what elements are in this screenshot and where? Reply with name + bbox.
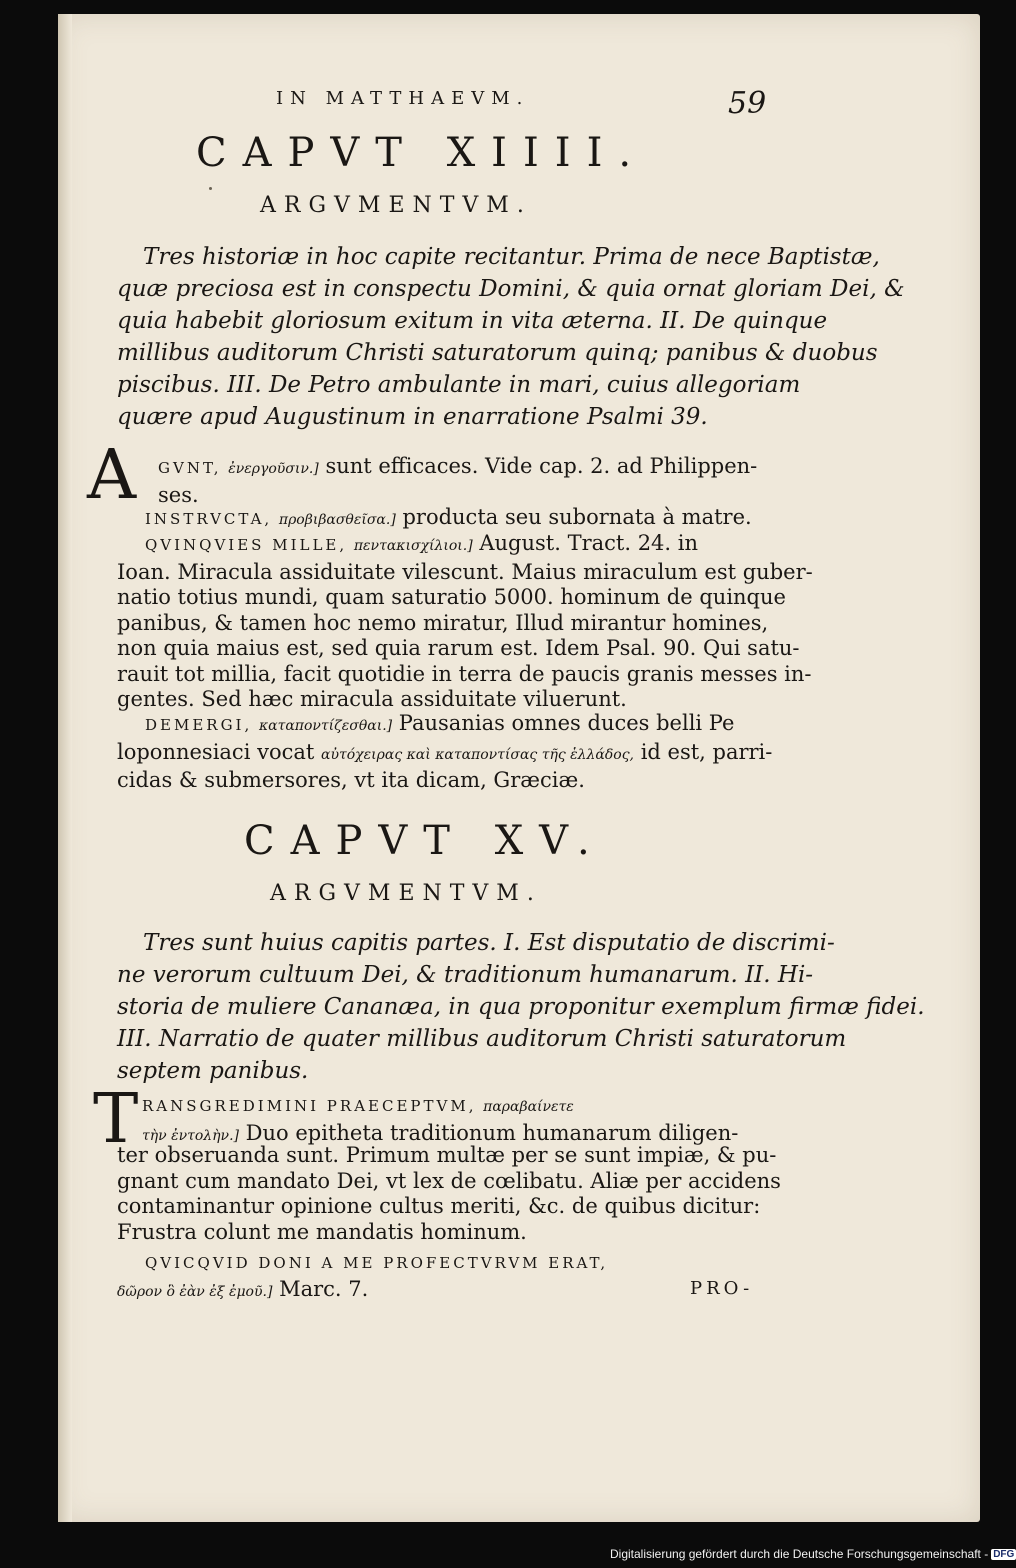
lemma: RANSGREDIMINI PRAECEPTVM, (142, 1097, 477, 1115)
note-text: id est, parri- (640, 739, 773, 764)
note-text: sunt efficaces. Vide cap. 2. ad Philippen- (325, 454, 758, 478)
running-title: IN MATTHAEVM. (276, 88, 530, 109)
greek-word: καταποντίζεσθαι.] (258, 718, 393, 734)
greek-word: τὴν ἐντολὴν.] (142, 1127, 239, 1144)
argument-line: piscibus. III. De Petro ambulante in mari, cuius allegoriam (117, 372, 801, 398)
note-quicquid (117, 1249, 608, 1305)
footer-text: Digitalisierung gefördert durch die Deutsche Forschungsgemeinschaft - (610, 1547, 989, 1561)
note-line: contaminantur opinione cultus meriti, &c. de quibus dicitur: (117, 1194, 761, 1218)
drop-cap-a: A (87, 436, 137, 515)
page-gutter (58, 14, 72, 1522)
greek-phrase: αὐτόχειρας καὶ καταποντίσας τῆς ἑλλάδος, (321, 746, 634, 763)
argument-line: Tres historiæ in hoc capite recitantur. Prima de nece Baptistæ, (143, 244, 880, 270)
argument-heading-15: ARGVMENTVM. (270, 881, 542, 906)
argument-line: millibus auditorum Christi saturatorum quinq; panibus & duobus (117, 340, 878, 366)
argument-line: quæ preciosa est in conspectu Domini, & quia ornat gloriam Dei, & (117, 276, 905, 302)
note-line: Ioan. Miracula assiduitate vilescunt. Maius miraculum est guber- (117, 559, 813, 584)
note-line: gnant cum mandato Dei, vt lex de cœlibatu. Aliæ per accidens (117, 1168, 781, 1193)
argument-line: Tres sunt huius capitis partes. I. Est disputatio de discrimi- (143, 930, 835, 956)
catchword: PRO- (690, 1278, 754, 1299)
argument-line: III. Narratio de quater millibus auditorum Christi saturatorum (117, 1026, 847, 1052)
note-line: non quia maius est, sed quia rarum est. Idem Psal. 90. Qui satu- (117, 636, 800, 660)
ink-speck (209, 187, 212, 190)
lemma: QVICQVID DONI A ME PROFECTVRVM ERAT, (145, 1254, 609, 1272)
argument-line: quære apud Augustinum in enarratione Psalmi 39. (117, 404, 708, 430)
chapter-title-15: CAPVT XV. (244, 818, 606, 864)
note-text: ses. (158, 482, 199, 507)
argument-line: storia de muliere Cananæa, in qua proponitur exemplum firmæ fidei. (117, 994, 925, 1020)
chapter-title-14: CAPVT XIIII. (196, 130, 648, 176)
digitization-footer (610, 1547, 1016, 1561)
lemma: GVNT, (158, 459, 222, 477)
note-line: rauit tot millia, facit quotidie in terra de paucis granis messes in- (117, 661, 812, 686)
lemma: DEMERGI, (145, 716, 253, 734)
note-line: ter obseruanda sunt. Primum multæ per se sunt impiæ, & pu- (117, 1143, 777, 1167)
drop-cap-t: T (93, 1080, 139, 1159)
greek-word: παραβαίνετε (483, 1099, 574, 1115)
greek-word: πεντακισχίλιοι.] (353, 538, 473, 554)
lemma: QVINQVIES MILLE, (145, 536, 348, 554)
greek-word: προβιβασθεῖσα.] (278, 512, 396, 528)
note-agunt (158, 454, 757, 508)
note-text: Duo epitheta traditionum humanarum diligen- (245, 1120, 739, 1145)
argument-text-15 (117, 927, 925, 1087)
note-text: loponnesiaci vocat (117, 739, 315, 764)
note-transgredimini (142, 1092, 738, 1149)
note-text: August. Tract. 24. in (479, 531, 699, 555)
argument-line: ne verorum cultuum Dei, & traditionum humanarum. II. Hi- (117, 962, 814, 988)
note-transgredimini-cont (117, 1143, 781, 1245)
note-text: Pausanias omnes duces belli Pe (398, 711, 735, 735)
argument-line: septem panibus. (117, 1058, 309, 1084)
argument-text-14 (117, 241, 905, 433)
greek-word: ἐνεργοῦσιν.] (228, 461, 319, 477)
note-line: cidas & submersores, vt ita dicam, Græciæ. (117, 768, 585, 792)
argument-heading-14: ARGVMENTVM. (260, 193, 532, 218)
note-quinquies (117, 531, 813, 713)
greek-phrase: δῶρον ὃ ἐὰν ἐξ ἐμοῦ.] (117, 1283, 273, 1300)
note-line: gentes. Sed hæc miracula assiduitate viluerunt. (117, 687, 627, 711)
note-line: natio totius mundi, quam saturatio 5000. hominum de quinque (117, 585, 786, 609)
note-instructa (145, 505, 752, 534)
note-text: Marc. 7. (279, 1276, 369, 1301)
note-line: panibus, & tamen hoc nemo miratur, Illud mirantur homines, (117, 610, 769, 635)
note-text: producta seu subornata à matre. (402, 505, 752, 529)
lemma: INSTRVCTA, (145, 510, 273, 528)
page-number: 59 (728, 86, 767, 121)
argument-line: quia habebit gloriosum exitum in vita æterna. II. De quinque (117, 308, 828, 334)
note-demergi (117, 711, 772, 794)
dfg-logo: DFG (993, 1549, 1015, 1560)
note-line: Frustra colunt me mandatis hominum. (117, 1219, 527, 1244)
